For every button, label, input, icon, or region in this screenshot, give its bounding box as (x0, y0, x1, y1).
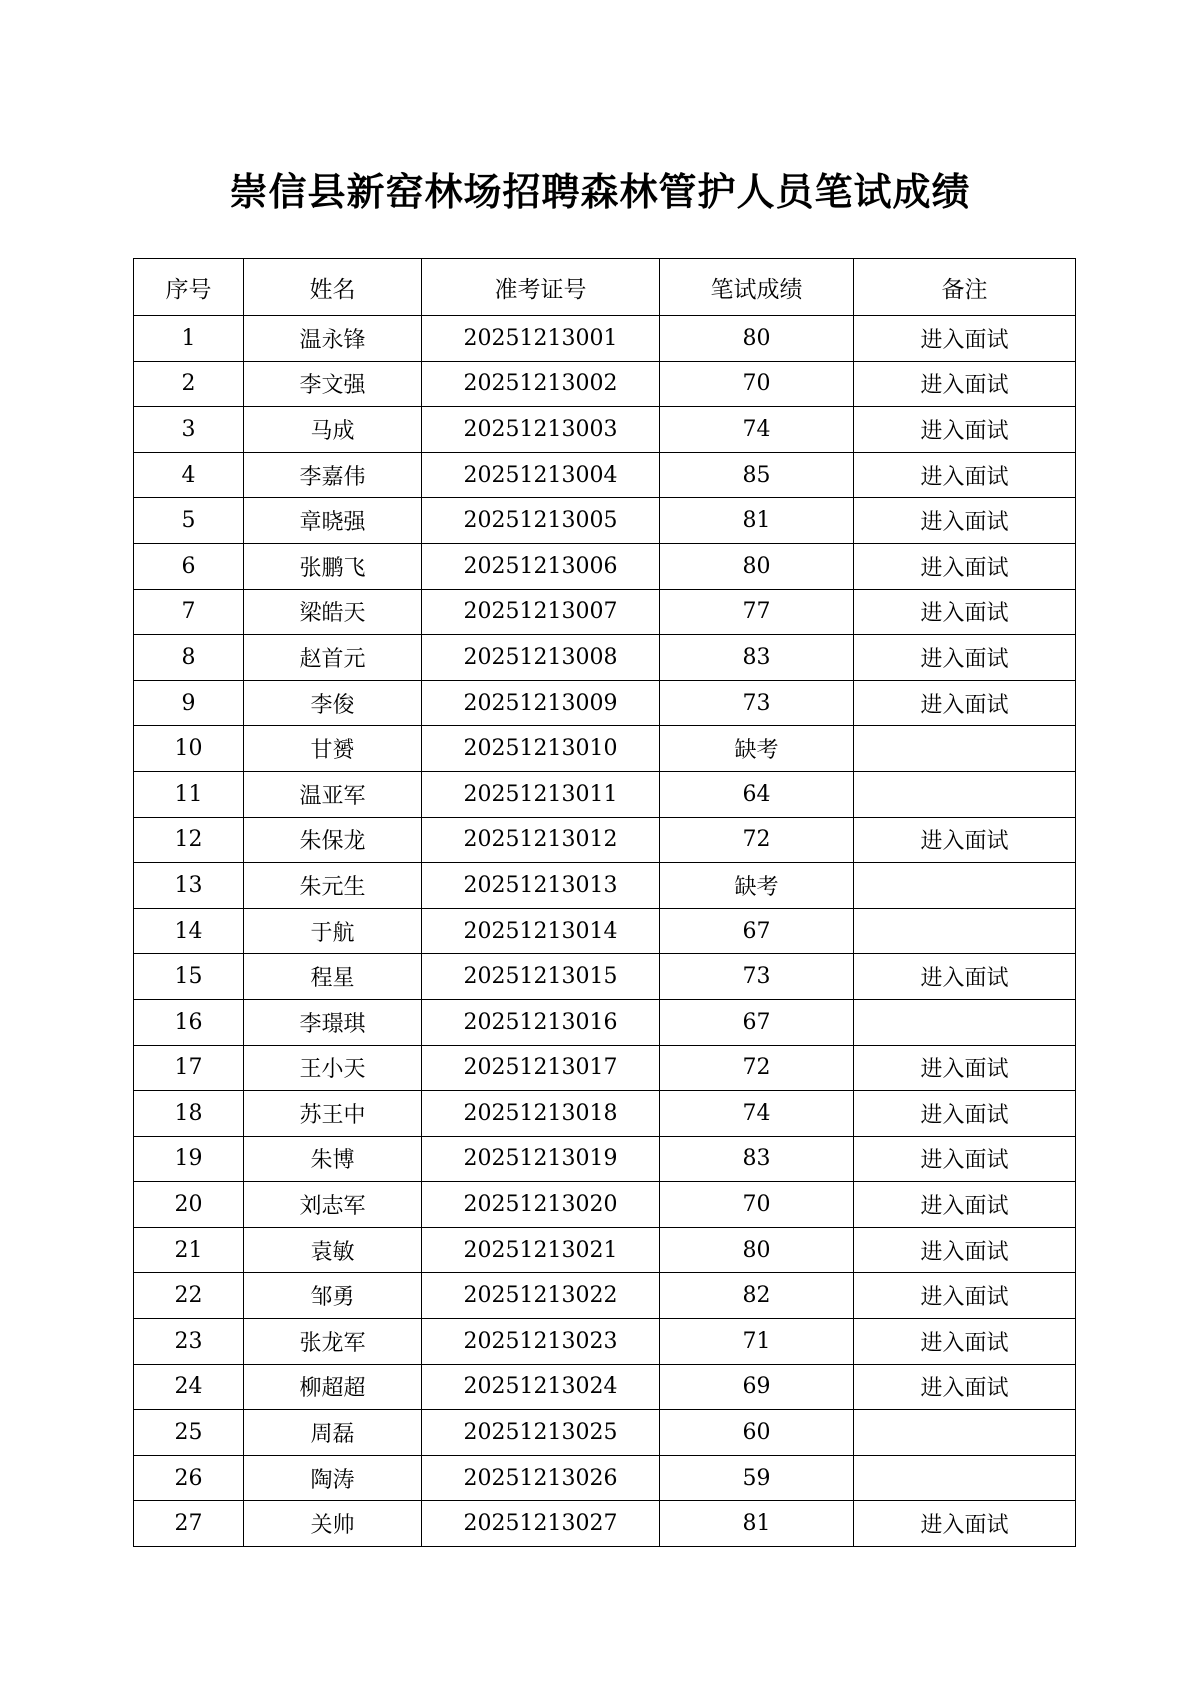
cell-written-score: 83 (660, 635, 854, 681)
cell-remarks: 进入面试 (854, 1136, 1076, 1182)
cell-index: 6 (134, 543, 244, 589)
cell-remarks (854, 771, 1076, 817)
cell-name: 朱元生 (244, 863, 422, 909)
cell-remarks: 进入面试 (854, 452, 1076, 498)
cell-index: 27 (134, 1501, 244, 1547)
cell-remarks: 进入面试 (854, 1182, 1076, 1228)
table-row (134, 1364, 1076, 1410)
cell-index: 13 (134, 863, 244, 909)
cell-exam-number: 20251213001 (422, 316, 660, 362)
cell-index: 24 (134, 1364, 244, 1410)
cell-exam-number: 20251213022 (422, 1273, 660, 1319)
table-row (134, 726, 1076, 772)
cell-remarks: 进入面试 (854, 1501, 1076, 1547)
cell-written-score: 71 (660, 1319, 854, 1365)
cell-exam-number: 20251213021 (422, 1227, 660, 1273)
cell-name: 朱保龙 (244, 817, 422, 863)
cell-written-score: 82 (660, 1273, 854, 1319)
cell-name: 梁皓天 (244, 589, 422, 635)
table-row (134, 954, 1076, 1000)
cell-name: 苏王中 (244, 1091, 422, 1137)
cell-index: 4 (134, 452, 244, 498)
cell-name: 于航 (244, 908, 422, 954)
cell-index: 8 (134, 635, 244, 681)
cell-remarks: 进入面试 (854, 361, 1076, 407)
cell-index: 1 (134, 316, 244, 362)
cell-name: 李璟琪 (244, 999, 422, 1045)
cell-name: 陶涛 (244, 1455, 422, 1501)
cell-name: 李俊 (244, 680, 422, 726)
table-row (134, 1455, 1076, 1501)
cell-name: 甘赟 (244, 726, 422, 772)
table-row (134, 452, 1076, 498)
cell-index: 15 (134, 954, 244, 1000)
cell-exam-number: 20251213025 (422, 1410, 660, 1456)
cell-name: 马成 (244, 407, 422, 453)
table-body (134, 316, 1076, 1547)
cell-index: 11 (134, 771, 244, 817)
cell-written-score: 85 (660, 452, 854, 498)
cell-name: 温永锋 (244, 316, 422, 362)
header-index: 序号 (134, 259, 244, 316)
table-row (134, 1273, 1076, 1319)
cell-name: 刘志军 (244, 1182, 422, 1228)
cell-exam-number: 20251213027 (422, 1501, 660, 1547)
table-row (134, 1091, 1076, 1137)
cell-exam-number: 20251213026 (422, 1455, 660, 1501)
cell-exam-number: 20251213002 (422, 361, 660, 407)
cell-name: 程星 (244, 954, 422, 1000)
cell-remarks (854, 1410, 1076, 1456)
cell-written-score: 81 (660, 1501, 854, 1547)
cell-index: 7 (134, 589, 244, 635)
cell-exam-number: 20251213012 (422, 817, 660, 863)
table-header (134, 259, 1076, 316)
table-row (134, 1410, 1076, 1456)
table-row (134, 908, 1076, 954)
table-row (134, 589, 1076, 635)
cell-written-score: 80 (660, 1227, 854, 1273)
table-row (134, 635, 1076, 681)
cell-index: 9 (134, 680, 244, 726)
cell-exam-number: 20251213004 (422, 452, 660, 498)
cell-name: 李文强 (244, 361, 422, 407)
cell-exam-number: 20251213011 (422, 771, 660, 817)
cell-index: 22 (134, 1273, 244, 1319)
cell-name: 张鹏飞 (244, 543, 422, 589)
cell-exam-number: 20251213013 (422, 863, 660, 909)
cell-name: 周磊 (244, 1410, 422, 1456)
table-row (134, 498, 1076, 544)
scores-table (133, 258, 1076, 1547)
cell-written-score: 77 (660, 589, 854, 635)
table-row (134, 407, 1076, 453)
cell-written-score: 74 (660, 1091, 854, 1137)
header-remarks: 备注 (854, 259, 1076, 316)
table-row (134, 817, 1076, 863)
cell-index: 16 (134, 999, 244, 1045)
cell-name: 赵首元 (244, 635, 422, 681)
cell-written-score: 73 (660, 954, 854, 1000)
cell-name: 王小天 (244, 1045, 422, 1091)
cell-written-score: 69 (660, 1364, 854, 1410)
cell-name: 袁敏 (244, 1227, 422, 1273)
cell-name: 章晓强 (244, 498, 422, 544)
cell-exam-number: 20251213015 (422, 954, 660, 1000)
cell-name: 柳超超 (244, 1364, 422, 1410)
cell-exam-number: 20251213019 (422, 1136, 660, 1182)
cell-remarks (854, 726, 1076, 772)
cell-written-score: 80 (660, 316, 854, 362)
cell-remarks: 进入面试 (854, 1091, 1076, 1137)
cell-remarks (854, 999, 1076, 1045)
cell-exam-number: 20251213006 (422, 543, 660, 589)
cell-index: 3 (134, 407, 244, 453)
cell-exam-number: 20251213020 (422, 1182, 660, 1228)
table-row (134, 771, 1076, 817)
cell-name: 朱博 (244, 1136, 422, 1182)
cell-written-score: 67 (660, 908, 854, 954)
cell-remarks (854, 908, 1076, 954)
cell-written-score: 80 (660, 543, 854, 589)
table-row (134, 543, 1076, 589)
cell-written-score: 83 (660, 1136, 854, 1182)
cell-remarks: 进入面试 (854, 1273, 1076, 1319)
cell-exam-number: 20251213018 (422, 1091, 660, 1137)
cell-remarks (854, 1455, 1076, 1501)
table-row (134, 1182, 1076, 1228)
cell-index: 18 (134, 1091, 244, 1137)
cell-exam-number: 20251213003 (422, 407, 660, 453)
table-row (134, 1045, 1076, 1091)
cell-exam-number: 20251213024 (422, 1364, 660, 1410)
table-row (134, 1136, 1076, 1182)
cell-index: 26 (134, 1455, 244, 1501)
table-row (134, 1501, 1076, 1547)
cell-name: 关帅 (244, 1501, 422, 1547)
cell-index: 14 (134, 908, 244, 954)
cell-exam-number: 20251213008 (422, 635, 660, 681)
table-row (134, 1319, 1076, 1365)
cell-written-score: 74 (660, 407, 854, 453)
cell-exam-number: 20251213007 (422, 589, 660, 635)
cell-remarks: 进入面试 (854, 954, 1076, 1000)
cell-exam-number: 20251213014 (422, 908, 660, 954)
cell-name: 温亚军 (244, 771, 422, 817)
cell-index: 2 (134, 361, 244, 407)
cell-remarks: 进入面试 (854, 1045, 1076, 1091)
cell-remarks: 进入面试 (854, 1319, 1076, 1365)
header-exam-number: 准考证号 (422, 259, 660, 316)
cell-remarks: 进入面试 (854, 817, 1076, 863)
cell-remarks: 进入面试 (854, 407, 1076, 453)
cell-index: 23 (134, 1319, 244, 1365)
table-row (134, 999, 1076, 1045)
cell-remarks: 进入面试 (854, 1227, 1076, 1273)
cell-written-score: 67 (660, 999, 854, 1045)
cell-remarks: 进入面试 (854, 635, 1076, 681)
cell-written-score: 缺考 (660, 863, 854, 909)
cell-written-score: 64 (660, 771, 854, 817)
table-row (134, 316, 1076, 362)
cell-name: 邹勇 (244, 1273, 422, 1319)
page-title: 崇信县新窑林场招聘森林管护人员笔试成绩 (229, 169, 971, 214)
cell-index: 17 (134, 1045, 244, 1091)
cell-index: 25 (134, 1410, 244, 1456)
cell-remarks: 进入面试 (854, 316, 1076, 362)
cell-index: 21 (134, 1227, 244, 1273)
cell-index: 20 (134, 1182, 244, 1228)
cell-written-score: 59 (660, 1455, 854, 1501)
header-name: 姓名 (244, 259, 422, 316)
cell-written-score: 73 (660, 680, 854, 726)
cell-index: 19 (134, 1136, 244, 1182)
cell-exam-number: 20251213010 (422, 726, 660, 772)
cell-written-score: 72 (660, 817, 854, 863)
cell-written-score: 缺考 (660, 726, 854, 772)
cell-name: 李嘉伟 (244, 452, 422, 498)
cell-written-score: 70 (660, 1182, 854, 1228)
table-row (134, 680, 1076, 726)
cell-written-score: 72 (660, 1045, 854, 1091)
cell-exam-number: 20251213016 (422, 999, 660, 1045)
cell-index: 10 (134, 726, 244, 772)
cell-written-score: 60 (660, 1410, 854, 1456)
cell-exam-number: 20251213005 (422, 498, 660, 544)
cell-remarks: 进入面试 (854, 498, 1076, 544)
header-written-score: 笔试成绩 (660, 259, 854, 316)
cell-remarks: 进入面试 (854, 543, 1076, 589)
cell-exam-number: 20251213017 (422, 1045, 660, 1091)
cell-index: 5 (134, 498, 244, 544)
cell-remarks: 进入面试 (854, 1364, 1076, 1410)
cell-written-score: 70 (660, 361, 854, 407)
table-row (134, 1227, 1076, 1273)
table-row (134, 361, 1076, 407)
table-row (134, 863, 1076, 909)
cell-index: 12 (134, 817, 244, 863)
cell-remarks: 进入面试 (854, 589, 1076, 635)
cell-written-score: 81 (660, 498, 854, 544)
cell-name: 张龙军 (244, 1319, 422, 1365)
cell-exam-number: 20251213009 (422, 680, 660, 726)
cell-exam-number: 20251213023 (422, 1319, 660, 1365)
header-row (134, 259, 1076, 316)
cell-remarks: 进入面试 (854, 680, 1076, 726)
cell-remarks (854, 863, 1076, 909)
